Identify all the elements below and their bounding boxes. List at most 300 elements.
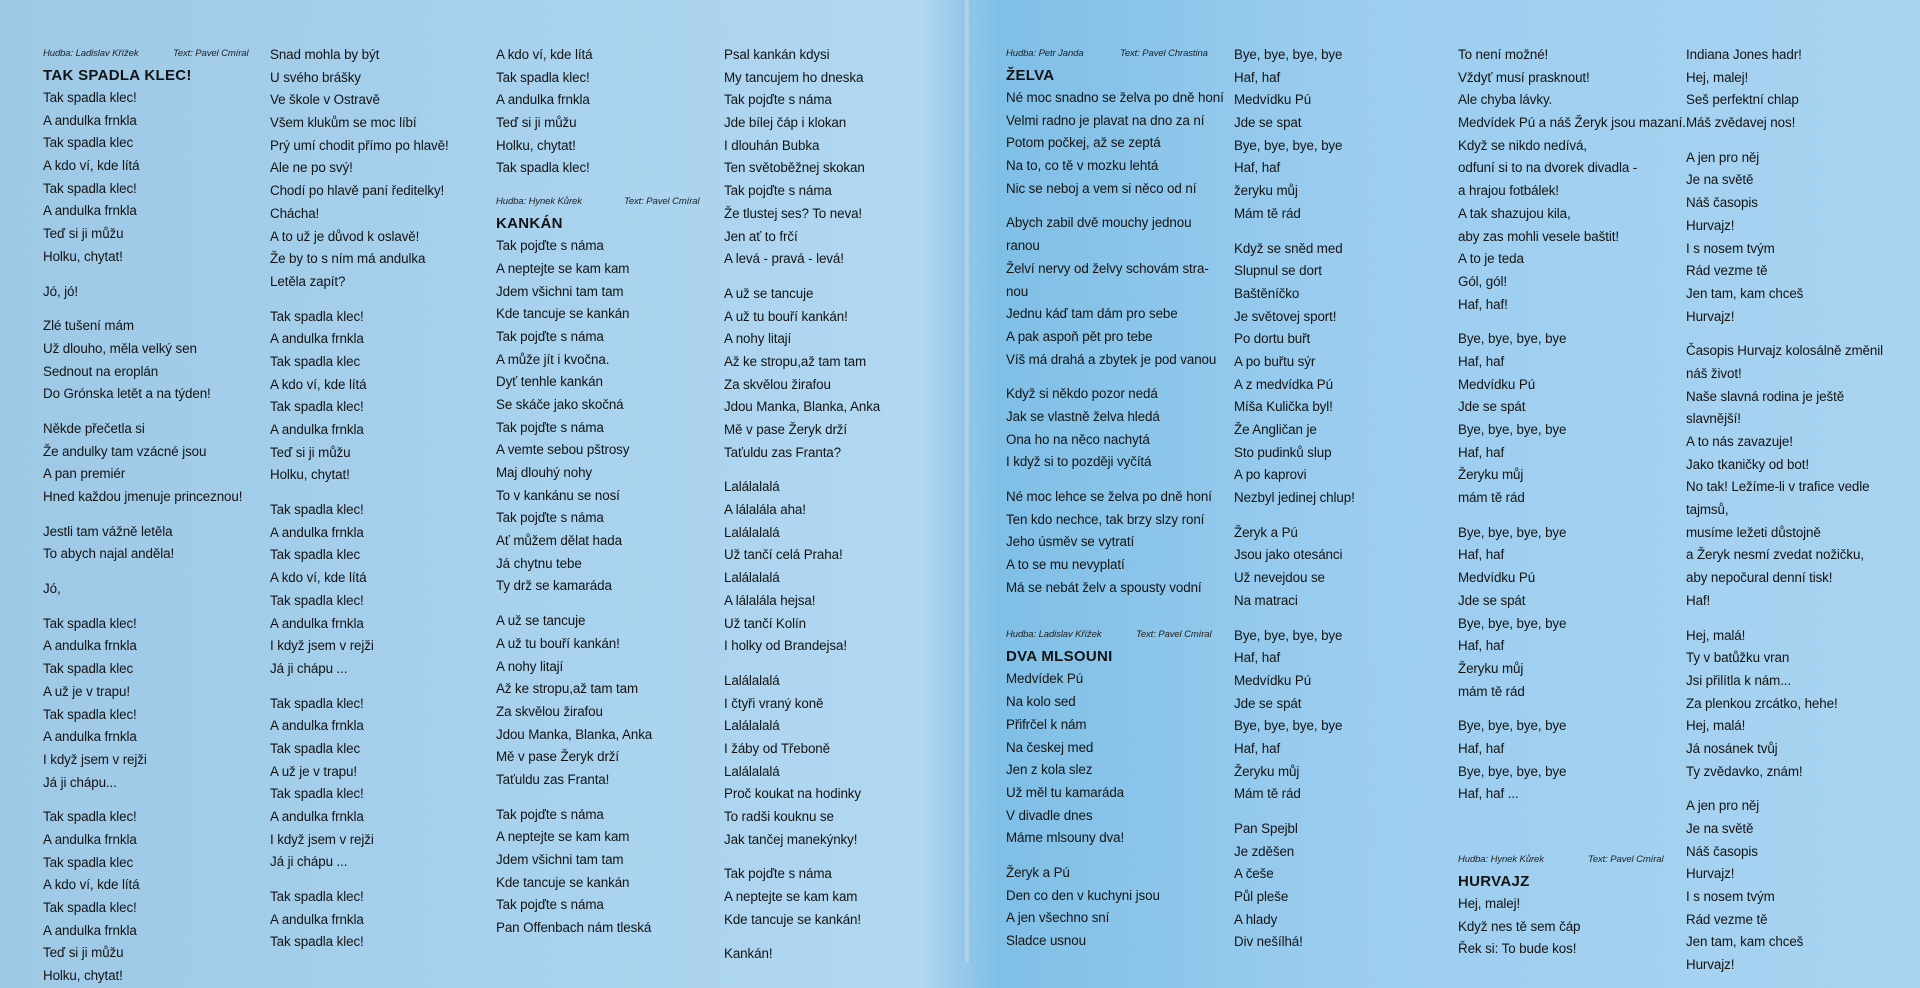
stanza-gap	[1458, 510, 1686, 522]
lyric-line: A už se tancuje	[496, 613, 586, 629]
lyric-line: Holku, chytat!	[43, 248, 123, 264]
lyric-line: Bye, bye, bye, bye	[1458, 524, 1567, 540]
lyrics-lines	[1006, 668, 1224, 952]
stanza-gap	[1006, 200, 1224, 212]
music-credit: Hudba: Petr Janda	[1006, 48, 1084, 59]
lyric-line: Lalálalalá	[724, 672, 780, 688]
lyric-line: Abych zabil dvě mouchy jednou	[1006, 215, 1192, 231]
lyric-line: Tak pojďte s náma	[496, 238, 604, 254]
lyric-line: Půl pleše	[1234, 889, 1289, 905]
song-title: HURVAJZ	[1458, 873, 1530, 890]
lyric-line: Gól, gól!	[1458, 273, 1507, 289]
lyric-line: Ty v batůžku vran	[1686, 650, 1790, 666]
lyric-line: Haf, haf	[1234, 740, 1281, 756]
lyric-line: mám tě rád	[1458, 683, 1525, 699]
lyric-line: Hej, malá!	[1686, 718, 1746, 734]
lyric-line: Haf, haf	[1458, 740, 1505, 756]
lyric-line: To není možné!	[1458, 47, 1549, 62]
lyric-line: Až ke stropu,až tam tam	[724, 353, 867, 369]
lyric-line: V divadle dnes	[1006, 807, 1093, 823]
stanza-gap	[43, 406, 253, 418]
song-title: ŽELVA	[1006, 67, 1055, 84]
lyric-line: Bye, bye, bye, bye	[1234, 47, 1343, 62]
lyric-line: I žáby od Třeboně	[724, 740, 830, 756]
lyric-line: Tak spadla klec!	[43, 706, 137, 722]
lyric-line: Ať můžem dělat hada	[496, 533, 622, 549]
lyric-line: Tak pojďte s náma	[496, 897, 604, 913]
lyric-line: Žeryk a Pú	[1006, 864, 1070, 880]
lyric-line: To radši kouknu se	[724, 809, 834, 824]
lyric-line: Už tančí celá Praha!	[724, 547, 843, 563]
lyric-line: Bye, bye, bye, bye	[1234, 627, 1343, 643]
lyric-line: Bye, bye, bye, bye	[1458, 763, 1567, 779]
stanza-gap	[43, 566, 253, 578]
lyric-line: mám tě rád	[1458, 490, 1525, 506]
lyric-line: A už tu bouří kankán!	[724, 308, 848, 324]
lyric-line: A andulka frnkla	[270, 718, 364, 734]
lyric-line: Jde bílej čáp i klokan	[724, 115, 847, 131]
lyric-line: Jó,	[43, 581, 61, 597]
lyric-line: slavnější!	[1686, 411, 1741, 427]
lyric-line: Pan Offenbach nám tleská	[496, 920, 652, 936]
stanza-gap	[724, 931, 880, 943]
lyrics-lines	[43, 87, 253, 988]
lyric-line: Tak pojďte s náma	[496, 806, 604, 822]
lyric-line: A andulka frnkla	[43, 112, 137, 128]
lyric-line: Pan Spejbl	[1234, 821, 1298, 836]
lyric-line: Jdem všichni tam tam	[496, 852, 624, 867]
lyric-line: Máš zvědavej nos!	[1686, 115, 1796, 131]
lyric-line: Lalálalalá	[724, 718, 780, 734]
lyric-line: aby zas mohli vesele baštit!	[1458, 228, 1619, 244]
lyric-line: Maj dlouhý nohy	[496, 465, 593, 480]
lyric-line: A andulka frnkla	[270, 524, 364, 540]
lyric-line: Tak pojďte s náma	[724, 866, 832, 882]
lyric-line: Medvídek Pú a náš Žeryk jsou mazaní.	[1458, 115, 1686, 131]
lyric-line: Na kolo sed	[1006, 694, 1076, 710]
lyric-line: Bye, bye, bye, bye	[1234, 718, 1343, 734]
song-credit	[1006, 625, 1216, 645]
lyric-line: Hurvajz!	[1686, 217, 1735, 233]
lyric-line: Jen tam, kam chceš	[1686, 934, 1804, 950]
lyric-line: A pak aspoň pět pro tebe	[1006, 328, 1153, 344]
lyric-line: Dyť tenhle kankán	[496, 374, 603, 390]
lyric-line: A nohy litají	[496, 658, 564, 674]
lyric-line: A kdo ví, kde lítá	[496, 47, 593, 62]
lyric-line: Chodí po hlavě paní ředitelky!	[270, 183, 445, 199]
lyric-line: Já nosánek tvůj	[1686, 740, 1778, 756]
lyric-line: Haf, haf	[1458, 547, 1505, 563]
lyric-line: Jdem všichni tam tam	[496, 283, 624, 299]
lyric-line: Když si někdo pozor nedá	[1006, 386, 1158, 402]
lyric-line: Tak pojďte s náma	[496, 510, 604, 526]
lyric-line: Psal kankán kdysi	[724, 47, 830, 62]
lyric-line: Já ji chápu ...	[270, 854, 348, 870]
lyric-line: A neptejte se kam kam	[496, 260, 630, 276]
lyric-line: a hrajou fotbálek!	[1458, 183, 1559, 199]
lyric-line: Tak pojďte s náma	[496, 419, 604, 435]
lyrics-credit: Text: Pavel Cmíral	[1588, 854, 1664, 865]
stanza-gap	[43, 601, 253, 613]
lyric-line: Medvídku Pú	[1234, 92, 1312, 108]
lyric-line: Velmi radno je plavat na dno za ní	[1006, 112, 1205, 128]
lyric-line: I s nosem tvým	[1686, 240, 1775, 256]
lyric-line: Se skáče jako skočná	[496, 396, 624, 412]
lyric-line: Žeryku můj	[1458, 467, 1524, 483]
lyric-line: Hurvajz!	[1686, 866, 1735, 882]
stanza-gap	[724, 271, 880, 283]
lyric-line: A jen všechno sní	[1006, 910, 1110, 926]
lyric-line: Žeryku můj	[1458, 660, 1524, 676]
lyric-line: žeryku můj	[1234, 183, 1298, 199]
lyric-line: To v kankánu se nosí	[496, 487, 620, 503]
lyric-line: Rád vezme tě	[1686, 263, 1768, 279]
lyric-line: A andulka frnkla	[43, 729, 137, 745]
lyric-line: I když jsem v rejži	[270, 638, 374, 654]
lyric-line: Už měl tu kamaráda	[1006, 784, 1125, 800]
lyric-line: Já ji chápu ...	[270, 660, 348, 676]
lyric-line: Po dortu buřt	[1234, 331, 1311, 347]
lyric-line: I když jsem v rejži	[270, 831, 374, 847]
lyric-line: Tak pojďte s náma	[496, 328, 604, 344]
lyric-line: Hurvajz!	[1686, 957, 1735, 973]
stanza-gap	[1006, 371, 1224, 383]
lyric-line: A to už je důvod k oslavě!	[270, 228, 420, 244]
lyric-line: Chácha!	[270, 205, 320, 221]
lyrics-column-4	[724, 44, 880, 966]
lyric-line: Že Angličan je	[1234, 422, 1317, 437]
lyric-line: ranou	[1006, 238, 1040, 254]
lyric-line: Jen ať to frčí	[724, 228, 798, 244]
stanza-gap	[270, 487, 449, 499]
stanza-gap	[1234, 226, 1355, 238]
lyric-line: Haf, haf!	[1458, 296, 1508, 312]
lyric-line: A andulka frnkla	[270, 615, 364, 631]
lyric-line: Že by to s ním má andulka	[270, 251, 426, 267]
lyric-line: Medvídku Pú	[1458, 570, 1536, 586]
lyrics-lines	[496, 235, 706, 940]
lyric-line: Je světovej sport!	[1234, 308, 1337, 324]
music-credit: Hudba: Ladislav Křížek	[43, 48, 139, 59]
lyric-line: Jó, jó!	[43, 283, 79, 299]
lyric-line: Slupnul se dort	[1234, 263, 1322, 279]
lyric-line: Tak spadla klec	[270, 353, 361, 369]
lyrics-lines	[1686, 44, 1883, 977]
lyric-line: Jen z kola slez	[1006, 762, 1093, 778]
lyric-line: Teď si ji můžu	[270, 444, 351, 460]
lyric-line: Medvídku Pú	[1234, 672, 1312, 688]
lyric-line: Jako tkaničky od bot!	[1686, 456, 1809, 472]
stanza-gap	[1234, 510, 1355, 522]
lyric-line: Bye, bye, bye, bye	[1458, 422, 1567, 437]
lyric-line: Jdou Manka, Blanka, Anka	[724, 399, 881, 415]
lyrics-lines	[1458, 44, 1686, 806]
lyric-line: Máme mlsouny dva!	[1006, 830, 1125, 846]
lyric-line: A andulka frnkla	[43, 638, 137, 654]
lyrics-credit: Text: Pavel Cmíral	[173, 48, 249, 59]
lyric-line: Sto pudinků slup	[1234, 444, 1332, 460]
lyric-line: musíme ležeti důstojně	[1686, 524, 1821, 540]
lyric-line: Hej, malej!	[1686, 69, 1749, 85]
lyric-line: Hej, malej!	[1458, 896, 1521, 911]
lyric-line: Bye, bye, bye, bye	[1458, 615, 1567, 631]
lyric-line: Nic se neboj a vem si něco od ní	[1006, 180, 1197, 196]
lyric-line: I s nosem tvým	[1686, 889, 1775, 905]
stanza-gap	[1686, 328, 1883, 340]
lyric-line: Kde tancuje se kankán	[496, 306, 630, 322]
lyric-line: To abych najal anděla!	[43, 546, 175, 562]
lyric-line: Lalálalalá	[724, 763, 780, 779]
lyric-line: Tak spadla klec!	[270, 695, 364, 711]
lyric-line: Jak se vlastně želva hledá	[1006, 408, 1160, 424]
stanza-gap	[1006, 850, 1224, 862]
lyric-line: Tak spadla klec!	[43, 180, 137, 196]
lyric-line: Tak spadla klec	[270, 740, 361, 756]
lyric-line: Želví nervy od želvy schovám stra-	[1006, 260, 1209, 276]
lyric-line: Bye, bye, bye, bye	[1458, 718, 1567, 734]
lyric-line: Div nešílhá!	[1234, 934, 1303, 950]
lyric-line: Řek si: To bude kos!	[1458, 941, 1577, 957]
lyric-line: Všem klukům se moc líbí	[270, 115, 417, 131]
lyrics-column-3	[496, 44, 706, 940]
lyric-line: Ale ne po svý!	[270, 160, 353, 176]
lyric-line: A levá - pravá - levá!	[724, 251, 844, 267]
lyric-line: A po buřtu sýr	[1234, 353, 1316, 369]
lyric-line: Mě v pase Žeryk drží	[496, 749, 620, 765]
lyric-line: Jdou Manka, Blanka, Anka	[496, 726, 653, 742]
lyric-line: Jeho úsměv se vytratí	[1006, 534, 1135, 550]
stanza-gap	[496, 792, 706, 804]
lyric-line: A kdo ví, kde lítá	[43, 877, 140, 893]
lyrics-credit: Text: Pavel Chrastina	[1120, 48, 1208, 59]
lyric-line: Haf, haf	[1234, 69, 1281, 85]
lyric-line: Haf!	[1686, 592, 1711, 608]
lyric-line: Jde se spát	[1234, 695, 1302, 711]
lyric-line: Tak spadla klec!	[270, 786, 364, 802]
lyric-line: Za plenkou zrcátko, hehe!	[1686, 695, 1838, 711]
lyric-line: Haf, haf	[1458, 638, 1505, 654]
lyric-line: A neptejte se kam kam	[724, 889, 858, 905]
lyric-line: U svého brášky	[270, 69, 361, 85]
lyric-line: Jde se spat	[1234, 115, 1302, 131]
stanza-gap	[1006, 474, 1224, 486]
lyric-line: Tak pojďte s náma	[724, 92, 832, 108]
lyric-line: Když se sněd med	[1234, 240, 1343, 256]
lyric-line: Hej, malá!	[1686, 627, 1746, 643]
lyric-line: I holky od Brandejsa!	[724, 638, 847, 654]
song-credit	[1006, 44, 1216, 64]
lyric-line: A nohy litají	[724, 331, 792, 347]
lyric-line: Ve škole v Ostravě	[270, 92, 380, 108]
lyrics-lines	[270, 44, 449, 954]
lyric-line: Baštěníčko	[1234, 285, 1300, 301]
lyric-line: A andulka frnkla	[43, 922, 137, 938]
lyric-line: Do Grónska letět a na týden!	[43, 386, 211, 402]
lyric-line: Zlé tušení mám	[43, 318, 134, 334]
lyric-line: Tak spadla klec	[43, 661, 134, 677]
lyric-line: Snad mohla by být	[270, 47, 380, 62]
lyric-line: Jak tančej manekýnky!	[724, 831, 858, 847]
lyric-line: Je na světě	[1686, 172, 1754, 188]
lyric-line: Indiana Jones hadr!	[1686, 47, 1802, 62]
lyric-line: Kde tancuje se kankán	[496, 874, 630, 890]
stanza-gap	[496, 598, 706, 610]
lyric-line: Haf, haf	[1458, 353, 1505, 369]
lyric-line: A už je v trapu!	[270, 763, 357, 779]
lyric-line: Žeryku můj	[1234, 763, 1300, 779]
lyric-line: Tak spadla klec!	[270, 502, 364, 518]
lyric-line: Má se nebát želv a spousty vodní	[1006, 579, 1202, 595]
lyric-line: Medvídku Pú	[1458, 376, 1536, 392]
stanza-gap	[724, 851, 880, 863]
lyric-line: Tak spadla klec!	[43, 615, 137, 631]
lyric-line: Náš časopis	[1686, 195, 1758, 211]
lyric-line: A andulka frnkla	[496, 92, 590, 108]
lyrics-column-8	[1686, 44, 1883, 977]
stanza-gap	[270, 874, 449, 886]
lyric-line: Taťuldu zas Franta!	[496, 771, 610, 787]
lyric-line: I dlouhán Bubka	[724, 137, 820, 153]
lyric-line: Jestli tam vážně letěla	[43, 523, 173, 539]
song-title: DVA MLSOUNI	[1006, 648, 1113, 666]
lyric-line: Teď si ji můžu	[43, 945, 124, 961]
lyric-line: Seš perfektní chlap	[1686, 92, 1799, 108]
lyric-line: Mám tě rád	[1234, 786, 1301, 802]
lyric-line: Když se nikdo nedívá,	[1458, 137, 1587, 153]
lyric-line: Tak spadla klec!	[270, 889, 364, 905]
lyric-line: A jen pro něj	[1686, 798, 1760, 814]
lyric-line: Kde tancuje se kankán!	[724, 911, 862, 927]
lyrics-credit: Text: Pavel Cmíral	[1136, 629, 1212, 641]
lyric-line: Bye, bye, bye, bye	[1234, 137, 1343, 153]
lyrics-column-2	[270, 44, 449, 954]
lyrics-lines	[724, 44, 880, 966]
stanza-gap	[270, 294, 449, 306]
lyrics-lines	[496, 44, 706, 180]
lyric-line: Mě v pase Žeryk drží	[724, 422, 848, 437]
lyric-line: Teď si ji můžu	[43, 226, 124, 242]
stanza-gap	[724, 658, 880, 670]
lyrics-column-6	[1234, 44, 1355, 954]
lyrics-column-7	[1458, 44, 1686, 961]
lyrics-credit: Text: Pavel Cmíral	[624, 196, 700, 208]
lyric-line: Jednu káď tam dám pro sebe	[1006, 306, 1178, 322]
lyric-line: A hlady	[1234, 911, 1278, 927]
lyric-line: Medvídek Pú	[1006, 671, 1084, 687]
lyric-line: I čtyři vraný koně	[724, 695, 824, 711]
lyric-line: Žeryk a Pú	[1234, 524, 1298, 540]
lyric-line: Míša Kulička byl!	[1234, 399, 1333, 415]
stanza-gap	[1686, 135, 1883, 147]
booklet-fold	[962, 0, 972, 962]
stanza-gap	[1234, 613, 1355, 625]
lyric-line: Holku, chytat!	[270, 467, 350, 483]
lyric-line: Haf, haf ...	[1458, 786, 1519, 802]
lyric-line: I když si to později vyčítá	[1006, 454, 1152, 470]
music-credit: Hudba: Hynek Kůrek	[1458, 854, 1544, 865]
lyric-line: A andulka frnkla	[270, 422, 364, 437]
lyric-line: A to je teda	[1458, 251, 1524, 267]
lyric-line: A může jít i kvočna.	[496, 351, 610, 367]
lyric-line: Lalálalalá	[724, 570, 780, 586]
lyric-line: Ty drž se kamaráda	[496, 578, 612, 594]
lyric-line: Jde se spát	[1458, 592, 1526, 608]
stanza-gap	[43, 794, 253, 806]
lyric-line: Až ke stropu,až tam tam	[496, 681, 639, 697]
lyric-line: A jen pro něj	[1686, 149, 1760, 165]
lyric-line: Jde se spát	[1458, 399, 1526, 415]
lyrics-column-5	[1006, 44, 1224, 953]
lyric-line: Tak spadla klec	[43, 854, 134, 870]
lyric-line: A to nás zavazuje!	[1686, 434, 1793, 449]
lyric-line: Taťuldu zas Franta?	[724, 444, 842, 460]
stanza-gap	[43, 269, 253, 281]
lyrics-lines	[1006, 87, 1224, 599]
lyric-line: Tak spadla klec!	[270, 399, 364, 415]
lyric-line: Holku, chytat!	[496, 137, 576, 153]
lyric-line: Teď si ji můžu	[496, 115, 577, 131]
lyric-line: Já chytnu tebe	[496, 555, 582, 571]
lyric-line: A už tu bouří kankán!	[496, 635, 620, 651]
lyric-line: Na to, co tě v mozku lehtá	[1006, 158, 1159, 174]
lyric-line: Tak spadla klec!	[496, 160, 590, 176]
lyric-line: Je zděšen	[1234, 843, 1295, 859]
lyric-line: Letěla zapít?	[270, 273, 346, 289]
lyric-line: Hurvajz!	[1686, 308, 1735, 324]
lyric-line: Kankán!	[724, 946, 773, 962]
lyric-line: Že andulky tam vzácné jsou	[43, 443, 207, 459]
stanza-gap	[1686, 783, 1883, 795]
lyric-line: Na českej med	[1006, 739, 1094, 755]
song-title: KANKÁN	[496, 215, 563, 233]
lyric-line: Vždyť musí prasknout!	[1458, 69, 1590, 85]
lyric-line: A andulka frnkla	[43, 203, 137, 219]
lyric-line: Jsou jako otesánci	[1234, 547, 1343, 563]
stanza-gap	[43, 509, 253, 521]
lyric-line: Den co den v kuchyni jsou	[1006, 887, 1160, 903]
lyric-line: A kdo ví, kde lítá	[270, 376, 367, 392]
music-credit: Hudba: Ladislav Křížek	[1006, 629, 1102, 641]
lyric-line: Tak spadla klec!	[43, 90, 137, 105]
lyric-line: A andulka frnkla	[270, 809, 364, 824]
lyric-line: Ten světoběžnej skokan	[724, 160, 865, 176]
lyric-line: Na matraci	[1234, 592, 1298, 608]
lyric-line: a Žeryk nesmí zvedat nožičku,	[1686, 547, 1864, 563]
lyric-line: Už dlouho, měla velký sen	[43, 340, 197, 356]
lyric-line: Když nes tě sem čáp	[1458, 918, 1581, 934]
lyric-line: Jsi přilítla k nám...	[1686, 672, 1792, 688]
lyric-line: tajmsů,	[1686, 502, 1729, 518]
lyric-line: Sladce usnou	[1006, 933, 1086, 948]
stanza-gap	[43, 303, 253, 315]
lyric-line: Za skvělou žirafou	[724, 376, 831, 392]
lyrics-lines	[1458, 893, 1686, 961]
lyric-line: náš život!	[1686, 365, 1742, 381]
lyric-line: A češe	[1234, 866, 1274, 882]
lyric-line: I když jsem v rejži	[43, 751, 147, 767]
lyric-line: Haf, haf	[1234, 160, 1281, 176]
lyric-line: My tancujem ho dneska	[724, 69, 864, 85]
lyric-line: A lálalála aha!	[724, 502, 806, 518]
lyric-line: A po kaprovi	[1234, 467, 1307, 483]
lyric-line: Tak spadla klec	[270, 547, 361, 563]
lyric-line: A andulka frnkla	[43, 831, 137, 847]
lyric-line: A kdo ví, kde lítá	[43, 158, 140, 174]
lyric-line: Ty zvědavko, znám!	[1686, 763, 1803, 779]
song-credit	[496, 192, 706, 212]
lyric-line: A už je v trapu!	[43, 683, 130, 699]
lyric-line: Tak pojďte s náma	[724, 183, 832, 199]
